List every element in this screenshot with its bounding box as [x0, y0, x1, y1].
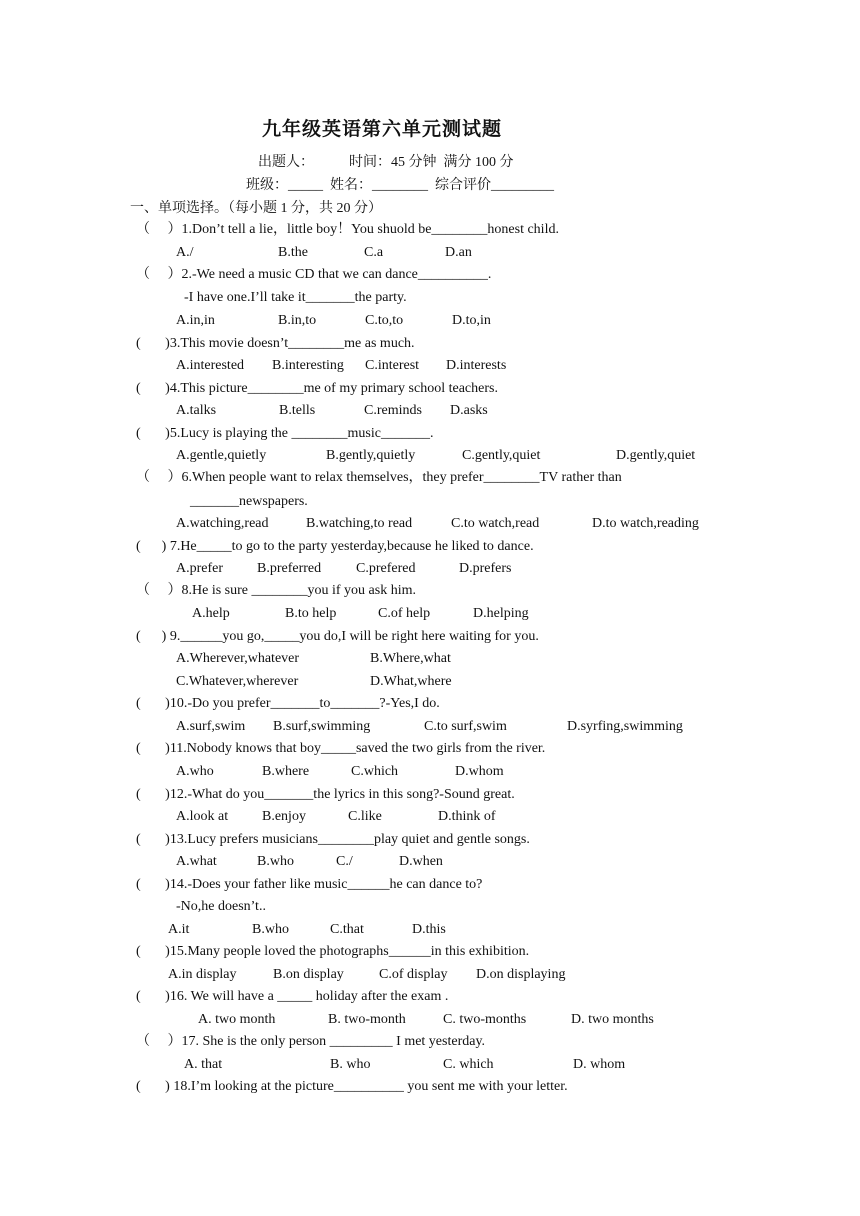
q4-option-a: A.talks: [176, 403, 217, 418]
question-13: ( )13.Lucy prefers musicians________play quiet and gentle songs.: [136, 832, 530, 847]
q7-option-c: C.prefered: [356, 561, 416, 576]
q17-option-b: B. who: [330, 1057, 371, 1072]
q8-option-c: C.of help: [378, 606, 431, 621]
question-2: （ ）2.-We need a music CD that we can dance__________.: [136, 267, 492, 282]
q13-option-b: B.who: [257, 854, 294, 869]
section-heading: 一、单项选择。（每小题 1 分，共 20 分）: [130, 201, 382, 216]
question-3: ( )3.This movie doesn’t________me as much.: [136, 336, 415, 351]
question-5: ( )5.Lucy is playing the ________music_______.: [136, 426, 434, 441]
q14-option-a: A.it: [168, 922, 190, 937]
q15-option-b: B.on display: [273, 967, 344, 982]
q3-option-c: C.interest: [365, 358, 420, 373]
q15-option-d: D.on displaying: [476, 967, 566, 982]
question-10: ( )10.-Do you prefer_______to_______?-Yes,I do.: [136, 696, 440, 711]
question-6-continued: _______newspapers.: [190, 494, 308, 509]
q5-option-b: B.gently,quietly: [326, 448, 416, 463]
q15-option-c: C.of display: [379, 967, 448, 982]
q14-option-d: D.this: [412, 922, 446, 937]
q14-option-c: C.that: [330, 922, 364, 937]
q5-option-c: C.gently,quiet: [462, 448, 541, 463]
q17-option-a: A. that: [184, 1057, 223, 1072]
q11-option-c: C.which: [351, 764, 399, 779]
q1-option-a: A./: [176, 245, 194, 260]
q16-option-a: A. two month: [198, 1012, 276, 1027]
page-title: 九年级英语第六单元测试题: [261, 118, 502, 140]
q2-option-c: C.to,to: [365, 313, 404, 328]
q13-option-a: A.what: [176, 854, 217, 869]
q9-option-a: A.Wherever,whatever: [176, 651, 300, 666]
q2-option-b: B.in,to: [278, 313, 317, 328]
q16-option-c: C. two-months: [443, 1012, 527, 1027]
q8-option-a: A.help: [192, 606, 230, 621]
q11-option-b: B.where: [262, 764, 310, 779]
q8-option-d: D.helping: [473, 606, 529, 621]
q3-option-b: B.interesting: [272, 358, 344, 373]
question-17: （ ）17. She is the only person _________ I met yesterday.: [136, 1034, 486, 1049]
question-4: ( )4.This picture________me of my primary school teachers.: [136, 381, 498, 396]
q8-option-b: B.to help: [285, 606, 337, 621]
q17-option-c: C. which: [443, 1057, 494, 1072]
q13-option-d: D.when: [399, 854, 443, 869]
q10-option-b: B.surf,swimming: [273, 719, 371, 734]
q4-option-c: C.reminds: [364, 403, 422, 418]
q3-option-a: A.interested: [176, 358, 245, 373]
q1-option-c: C.a: [364, 245, 384, 260]
q5-option-d: D.gently,quiet: [616, 448, 696, 463]
question-14-continued: -No,he doesn’t..: [176, 899, 266, 914]
q6-option-b: B.watching,to read: [306, 516, 413, 531]
q13-option-c: C./: [336, 854, 353, 869]
q3-option-d: D.interests: [446, 358, 507, 373]
q10-option-d: D.syrfing,swimming: [567, 719, 683, 734]
q2-option-a: A.in,in: [176, 313, 215, 328]
q16-option-d: D. two months: [571, 1012, 654, 1027]
q7-option-b: B.preferred: [257, 561, 322, 576]
q6-option-c: C.to watch,read: [451, 516, 540, 531]
question-1: （ ）1.Don’t tell a lie，little boy！You shuold be________honest child.: [136, 222, 559, 237]
q11-option-d: D.whom: [455, 764, 504, 779]
question-16: ( )16. We will have a _____ holiday after the exam .: [136, 989, 449, 1004]
question-15: ( )15.Many people loved the photographs______in this exhibition.: [136, 944, 530, 959]
q2-option-d: D.to,in: [452, 313, 491, 328]
q17-option-d: D. whom: [573, 1057, 626, 1072]
q16-option-b: B. two-month: [328, 1012, 406, 1027]
exam-info-line: 出题人： 时间：45 分钟 满分 100 分: [258, 155, 514, 170]
q7-option-d: D.prefers: [459, 561, 512, 576]
q12-option-d: D.think of: [438, 809, 496, 824]
question-8: （ ）8.He is sure ________you if you ask him.: [136, 583, 416, 598]
q4-option-b: B.tells: [279, 403, 316, 418]
q9-option-b: B.Where,what: [370, 651, 451, 666]
student-info-line: 班级：_____ 姓名：________ 综合评价_________: [246, 178, 554, 193]
question-12: ( )12.-What do you_______the lyrics in this song?-Sound great.: [136, 787, 515, 802]
question-9: ( ) 9.______you go,_____you do,I will be right here waiting for you.: [136, 629, 539, 644]
question-2-continued: -I have one.I’ll take it_______the party.: [184, 290, 407, 305]
q10-option-c: C.to surf,swim: [424, 719, 507, 734]
q12-option-a: A.look at: [176, 809, 229, 824]
q15-option-a: A.in display: [168, 967, 237, 982]
q9-option-d: D.What,where: [370, 674, 452, 689]
q6-option-a: A.watching,read: [176, 516, 269, 531]
q10-option-a: A.surf,swim: [176, 719, 246, 734]
q4-option-d: D.asks: [450, 403, 488, 418]
q9-option-c: C.Whatever,wherever: [176, 674, 299, 689]
q12-option-b: B.enjoy: [262, 809, 306, 824]
question-6: （ ）6.When people want to relax themselves，they prefer________TV rather than: [136, 470, 622, 485]
question-18: ( ) 18.I’m looking at the picture__________ you sent me with your letter.: [136, 1079, 568, 1094]
q5-option-a: A.gentle,quietly: [176, 448, 267, 463]
q1-option-d: D.an: [445, 245, 472, 260]
q14-option-b: B.who: [252, 922, 289, 937]
question-11: ( )11.Nobody knows that boy_____saved the two girls from the river.: [136, 741, 546, 756]
q12-option-c: C.like: [348, 809, 382, 824]
question-14: ( )14.-Does your father like music______he can dance to?: [136, 877, 483, 892]
q11-option-a: A.who: [176, 764, 214, 779]
question-7: ( ) 7.He_____to go to the party yesterday,because he liked to dance.: [136, 539, 534, 554]
q7-option-a: A.prefer: [176, 561, 224, 576]
q1-option-b: B.the: [278, 245, 308, 260]
q6-option-d: D.to watch,reading: [592, 516, 699, 531]
